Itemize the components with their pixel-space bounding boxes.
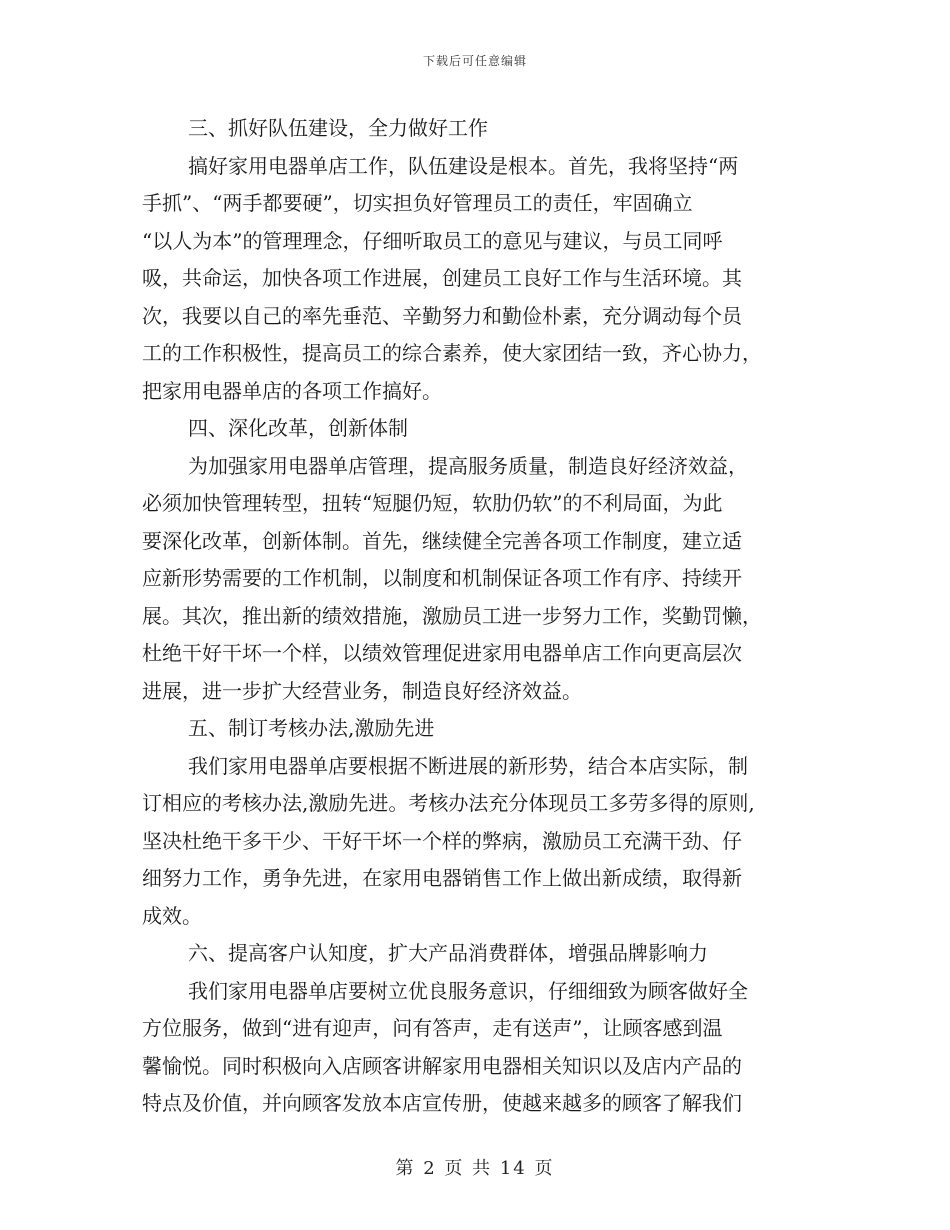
- section-heading: 四、深化改革，创新体制: [188, 416, 408, 440]
- paragraph-line: 我们家用电器单店要树立优良服务意识，仔细细致为顾客做好全: [188, 978, 748, 1003]
- paragraph-line: 馨愉悦。同时积极向入店顾客讲解家用电器相关知识以及店内产品的: [142, 1053, 742, 1078]
- paragraph-line: 成效。: [142, 903, 202, 928]
- paragraph-line: 为加强家用电器单店管理，提高服务质量，制造良好经济效益，: [188, 453, 748, 478]
- section-heading: 五、制订考核办法,激励先进: [188, 716, 435, 740]
- section-heading: 三、抓好队伍建设，全力做好工作: [188, 116, 488, 140]
- page-footer: 第 2 页 共 14 页: [395, 1158, 555, 1179]
- paragraph-line: 坚决杜绝干多干少、干好干坏一个样的弊病，激励员工充满干劲、仔: [142, 828, 742, 853]
- paragraph-line: 细努力工作，勇争先进，在家用电器销售工作上做出新成绩，取得新: [142, 866, 742, 890]
- paragraph-line: 进展，进一步扩大经营业务，制造良好经济效益。: [142, 678, 582, 703]
- paragraph-line: 应新形势需要的工作机制，以制度和机制保证各项工作有序、持续开: [142, 566, 742, 590]
- document-body: [142, 110, 810, 1123]
- paragraph-line: 我们家用电器单店要根据不断进展的新形势，结合本店实际，制: [188, 753, 748, 778]
- paragraph-line: 要深化改革，创新体制。首先，继续健全完善各项工作制度，建立适: [142, 528, 742, 553]
- paragraph-line: 方位服务，做到“进有迎声，问有答声，走有送声”，让顾客感到温: [142, 1016, 723, 1040]
- paragraph-line: 吸，共命运，加快各项工作进展，创建员工良好工作与生活环境。其: [142, 266, 742, 290]
- paragraph-line: 展。其次，推出新的绩效措施，激励员工进一步努力工作，奖勤罚懒，: [142, 603, 762, 628]
- paragraph-line: 搞好家用电器单店工作，队伍建设是根本。首先，我将坚持“两: [188, 153, 739, 178]
- paragraph-line: 必须加快管理转型，扭转“短腿仍短，软肋仍软”的不利局面，为此: [142, 491, 723, 515]
- paragraph-line: 工的工作积极性，提高员工的综合素养，使大家团结一致，齐心协力，: [142, 341, 762, 365]
- paragraph-line: 手抓”、“两手都要硬”，切实担负好管理员工的责任，牢固确立: [142, 191, 693, 215]
- paragraph-line: 次，我要以自己的率先垂范、辛勤努力和勤俭朴素，充分调动每个员: [142, 303, 742, 328]
- section-heading: 六、提高客户认知度，扩大产品消费群体，增强品牌影响力: [188, 941, 708, 965]
- paragraph-line: 杜绝干好干坏一个样，以绩效管理促进家用电器单店工作向更高层次: [142, 641, 742, 665]
- page-header: 下载后可任意编辑: [422, 54, 527, 68]
- paragraph-line: 特点及价值，并向顾客发放本店宣传册，使越来越多的顾客了解我们: [142, 1091, 742, 1115]
- paragraph-line: 订相应的考核办法,激励先进。考核办法充分体现员工多劳多得的原则,: [142, 791, 755, 815]
- paragraph-line: 把家用电器单店的各项工作搞好。: [142, 378, 442, 403]
- paragraph-line: “以人为本”的管理理念，仔细听取员工的意见与建议，与员工同呼: [142, 228, 723, 253]
